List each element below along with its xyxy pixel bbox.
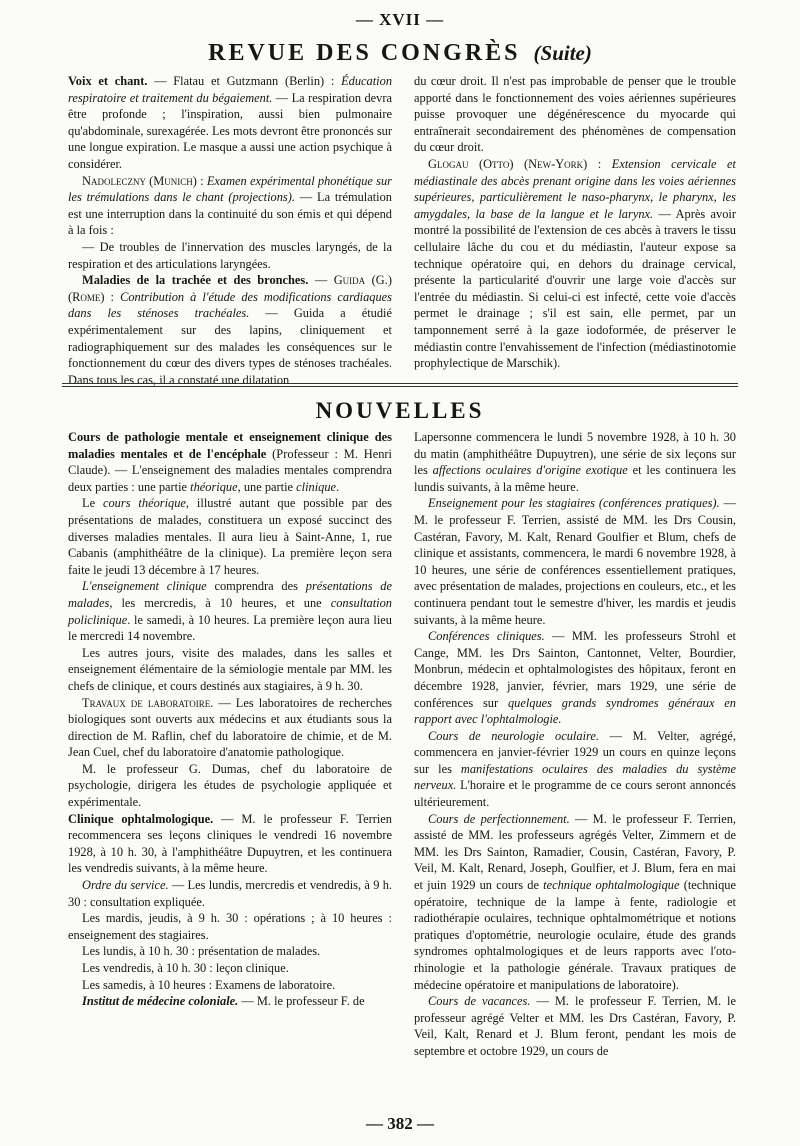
emphasis: clinique bbox=[296, 479, 337, 494]
punctuation: . bbox=[336, 479, 340, 494]
paragraph-text: — La respiration devra être profonde ; l'inspiration, aussi bien pulmonaire qu'abdominale, surexagérée. Les mots devront être prononcés sur une longue expiration. Le masque a aussi une action psychique à considérer. bbox=[68, 90, 392, 171]
section-title-revue bbox=[0, 40, 800, 67]
paragraph-text: — Après avoir montré la possibilité de l'extension de ces abcès à travers le tissu cellulaire lâche du cou et du médiastin, l'auteur expose sa technique opératoire qui, en dehors du drainage cervical, présente la particularité d'ouvrir une large voie d'accès sur l'entrée du médiastin. Si celui-ci est infecté, cette voie d'accès permet le drainage ; s'il est sain, elle permet, par un tamponnement serré à la gaze iodoformée, de préserver le médiastin contre l'envahissement de l'infection (médiastinotomie prophylectique de Marschik). bbox=[414, 206, 736, 371]
paragraph-text: , illustré autant que possible par des présentations de malades, constituera un exposé succinct des diverses maladies mentales. Il aura lieu à Saint-Anne, 1, rue Cabanis (amphithéâtre de la clinique). La première leçon sera faite le jeudi 13 décembre à 17 heures. bbox=[68, 496, 392, 577]
paragraph-text: — Les laboratoires de recherches biologiques sont ouverts aux médecins et aux étudiants sous la direction de M. Raflin, chef du laboratoire de chimie, et de M. Jean Cuel, chef du laboratoire d'anatomie pathologique. bbox=[68, 695, 392, 760]
emphasis: Ordre du service. bbox=[82, 878, 169, 893]
roman-page-numeral: — XVII — bbox=[355, 10, 445, 29]
paragraph bbox=[414, 429, 736, 495]
section-divider bbox=[62, 383, 738, 387]
paper-title: Examen expérimental phonétique sur les trémulations dans le chant (projections). bbox=[68, 173, 392, 205]
paragraph: Les lundis, à 10 h. 30 : présentation de malades. bbox=[82, 944, 321, 959]
paper-title: Contribution à l'étude des modifications cardiaques dans les sténoses trachéales. bbox=[68, 289, 393, 321]
emphasis: Cours de perfectionnement. bbox=[428, 811, 570, 826]
paragraph bbox=[414, 993, 736, 1059]
paragraph-text: , les mercredis, à 10 heures, et une bbox=[109, 595, 331, 610]
paragraph-text: — Guida a étudié expérimentalement sur des lapins, cliniquement et radiographiquement sur des malades les conséquences sur le fonctionnement du cœur des divers types de sténoses trachéales. Dans tous les cas, il a constaté une dilatation bbox=[68, 306, 392, 387]
paragraph-text: , une partie bbox=[237, 479, 297, 494]
paragraph-text: — M. le professeur F. de bbox=[238, 994, 365, 1009]
revue-column-left bbox=[68, 73, 392, 388]
paragraph-text: — M. le professeur F. Terrien, M. le professeur agrégé Velter et MM. les Drs Castéran, Favory, P. Veil, Kalt, Renard et J. Blum feront, pendant les mois de septembre et octobre 1929, un cours de bbox=[414, 994, 736, 1058]
paragraph-text: . le samedi, à 10 heures. La première leçon aura lieu le mercredi 14 novembre. bbox=[68, 612, 392, 644]
paragraph-text: — MM. les professeurs Strohl et Cange, MM. les Drs Sainton, Cantonnet, Velter, Bourdier, Monbrun, médecin et ophtalmologistes des hôpitaux, feront en décembre 1928, janvier, février, mars 1929, une série de conférences sur bbox=[414, 629, 736, 710]
paragraph-text: (Professeur : M. Henri Claude). — L'enseignement des maladies mentales comprendra deux parties : une partie bbox=[68, 446, 392, 494]
paragraph-heading: Travaux de laboratoire. bbox=[82, 695, 214, 710]
paragraph-heading: Clinique ophtalmologique. bbox=[68, 811, 214, 826]
paragraph bbox=[414, 156, 736, 372]
paragraph-text: — La trémulation est une interruption dans la continuité du son émis et qui dépend à la fois : bbox=[68, 190, 392, 238]
paragraph-text: L'horaire et le programme de ce cours seront annoncés ultérieurement. bbox=[414, 778, 736, 810]
paragraph: du cœur droit. Il n'est pas improbable de penser que le trouble apporté dans le fonctionnement des voies aériennes supérieures puisse provoquer une dégénérescence du myocarde qui entraînerait secondairement des phénomènes de compensation du cœur droit. bbox=[414, 74, 736, 155]
paragraph-text: — M. le professeur F. Terrien, assisté de MM. les professeurs agrégés Velter, Zimmern et de MM. les Drs Sainton, Ramadier, Cousin, Castéran, Favory, P. Veil, M. Kalt, Renard, Joseph, Goulfier, et J. Blum, fera en mai et juin 1929 un cours de bbox=[414, 811, 736, 893]
revue-title-text: REVUE DES CONGRÈS bbox=[208, 40, 521, 66]
paragraph bbox=[414, 811, 736, 994]
paragraph-text: — Les lundis, mercredis et vendredis, à 9 h. 30 : consultation expliquée. bbox=[68, 878, 392, 909]
paper-title: Éducation respiratoire et traitement du bégaiement. bbox=[68, 74, 393, 105]
paragraph bbox=[68, 578, 392, 644]
paragraph-authors: Glogau (Otto) (New-York) : bbox=[428, 156, 612, 171]
revue-title-suite: (Suite) bbox=[533, 41, 592, 65]
paragraph: M. le professeur G. Dumas, chef du laboratoire de psychologie, dirigera les études de psychologie appliquée et expérimentale. bbox=[68, 761, 392, 810]
paragraph: — De troubles de l'innervation des muscles laryngés, de la respiration et des articulations laryngées. bbox=[68, 239, 392, 271]
emphasis: consultation policlinique bbox=[68, 595, 392, 627]
paragraph bbox=[68, 993, 392, 1010]
paragraph bbox=[414, 728, 736, 811]
paragraph-heading: Maladies de la trachée et des bronches. bbox=[82, 273, 309, 288]
paragraph: Les autres jours, visite des malades, dans les salles et enseignement élémentaire de la sémiologie mentale par MM. les chefs de clinique, et cours destinés aux stagiaires, à 9 h. 30. bbox=[68, 645, 392, 693]
paragraph bbox=[414, 628, 736, 728]
paragraph-authors: — Flatau et Gutzmann (Berlin) : bbox=[147, 74, 335, 88]
paragraph-text: Lapersonne commencera le lundi 5 novembre 1928, à 10 h. 30 du matin (amphithéâtre Dupuytren), une série de six leçons sur les bbox=[414, 430, 736, 478]
paragraph-text: — M. le professeur F. Terrien, assisté de MM. les Drs Cousin, Castéran, Favory, M. Kalt, Renard Goulfier et Blum, chefs de clinique et assistants, commencera, le mardi 6 novembre 1928, à 10 heures, une série de conférences essentiellement pratiques, avec présentation de malades, projections en couleurs, etc., et les continuera pendant tout le semestre d'hiver, les mardis et jeudis suivants, à la même heure. bbox=[414, 496, 737, 627]
emphasis: affections oculaires d'origine exotique bbox=[432, 463, 628, 478]
paragraph: Les samedis, à 10 heures : Examens de laboratoire. bbox=[82, 977, 336, 992]
paragraph-text: — M. Velter, agrégé, commencera en janvier-février 1929 un cours en quinze leçons sur les bbox=[414, 728, 736, 776]
paragraph-text: — M. le professeur F. Terrien recommencera ses leçons cliniques le vendredi 16 novembre 1928, à 10 h. 30, à l'amphithéâtre Dupuytren, et les continuera les vendredis suivants, à la même heure. bbox=[68, 811, 392, 876]
paragraph bbox=[68, 429, 392, 495]
paragraph: Les mardis, jeudis, à 9 h. 30 : opérations ; à 10 heures : enseignement des stagiaires. bbox=[68, 911, 392, 942]
emphasis: Enseignement pour les stagiaires (conférences pratiques). bbox=[428, 496, 720, 511]
emphasis: Conférences cliniques. bbox=[428, 629, 545, 644]
paragraph-heading: Institut de médecine coloniale. bbox=[82, 994, 239, 1009]
paragraph-text: (technique opératoire, technique de la lampe à fente, radiologie et radiothérapie oculaires, technique ophtalmométrique et notions pratiques d'optométrie, neurologie oculaire, étude des grands syndromes ophtalmologiques et de leurs rapports avec l'oto-rhinologie et la pathologie générale. Travaux pratiques de médecine opératoire et manipulations de laboratoire). bbox=[414, 878, 736, 992]
paragraph-heading: Voix et chant. bbox=[68, 74, 148, 88]
emphasis: Cours de vacances. bbox=[428, 994, 531, 1009]
paragraph: Les vendredis, à 10 h. 30 : leçon clinique. bbox=[82, 961, 289, 975]
revue-column-right bbox=[414, 73, 736, 372]
paragraph bbox=[414, 495, 736, 628]
paragraph-heading: Cours de pathologie mentale et enseignement clinique des maladies mentales et de l'encéphale bbox=[68, 430, 392, 461]
emphasis: cours théorique bbox=[102, 496, 186, 511]
emphasis: quelques grands syndromes généraux en rapport avec l'ophtalmologie. bbox=[414, 695, 736, 727]
paragraph-authors: — Guida (G.) (Rome) : bbox=[68, 273, 392, 304]
paragraph bbox=[68, 811, 392, 877]
section-title-nouvelles: NOUVELLES bbox=[315, 398, 485, 423]
nouvelles-column-right bbox=[414, 429, 736, 1060]
emphasis: théorique bbox=[190, 479, 238, 494]
emphasis: Cours de neurologie oculaire. bbox=[428, 728, 599, 743]
paragraph bbox=[68, 877, 392, 910]
paragraph bbox=[68, 695, 392, 761]
paragraph bbox=[68, 495, 392, 578]
page-number: — 382 — bbox=[366, 1114, 434, 1133]
paragraph bbox=[68, 73, 392, 173]
paper-title: Extension cervicale et médiastinale des abcès prenant origine dans les voies aériennes supérieures, particulièrement le naso-pharynx, le pharynx, les amygdales, la base de la langue et le larynx. bbox=[414, 156, 736, 221]
nouvelles-column-left bbox=[68, 429, 392, 1010]
paragraph-authors: Nadoleczny (Munich) : bbox=[82, 173, 204, 188]
paragraph bbox=[68, 272, 392, 388]
paragraph-text: et les continuera les lundis suivants, à la même heure. bbox=[414, 463, 737, 494]
paragraph bbox=[68, 173, 392, 239]
emphasis: L'enseignement clinique bbox=[82, 579, 207, 594]
emphasis: manifestations oculaires des maladies du système nerveux. bbox=[414, 761, 736, 793]
paragraph-text: comprendra des bbox=[206, 579, 306, 594]
paragraph-text: Le bbox=[82, 496, 103, 511]
emphasis: présentations de malades bbox=[68, 579, 393, 610]
emphasis: technique ophtalmologique bbox=[543, 878, 680, 893]
